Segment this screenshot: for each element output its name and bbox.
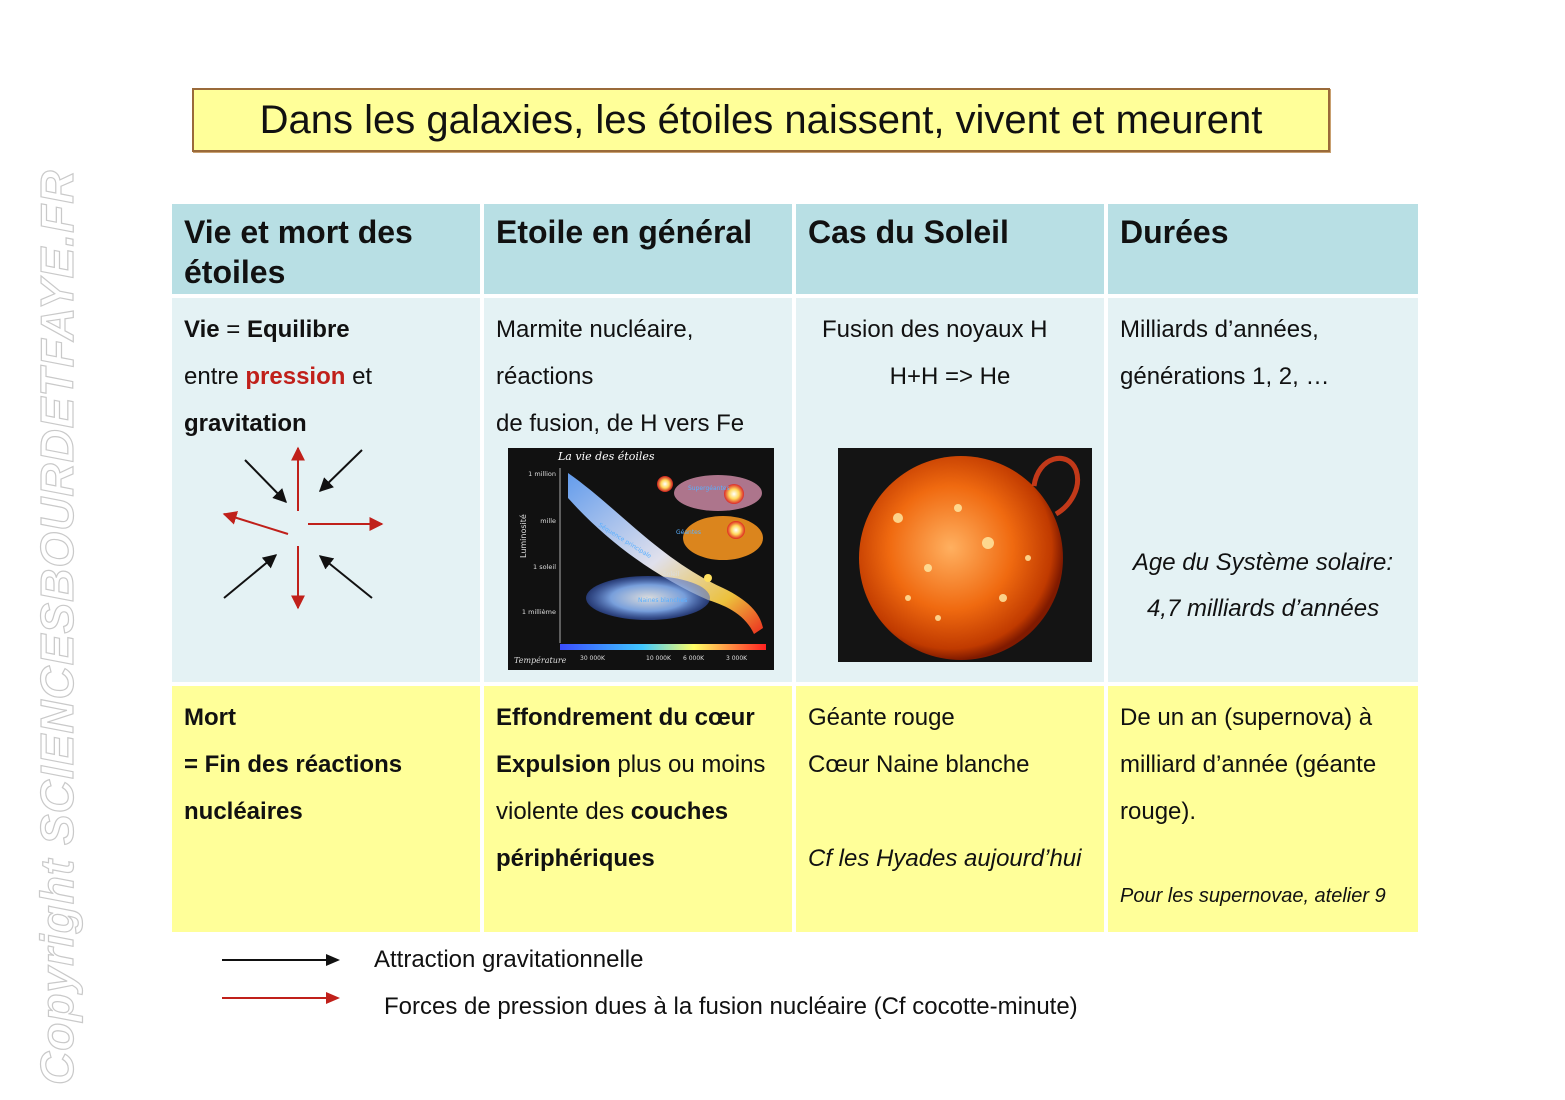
force-arrows-diagram bbox=[212, 438, 392, 618]
legend-black-arrow bbox=[222, 950, 346, 970]
hr-giants bbox=[683, 516, 763, 560]
supernova-note: Pour les supernovae, atelier 9 bbox=[1120, 885, 1386, 907]
durations-line-2: générations 1, 2, … bbox=[1120, 363, 1330, 390]
gravity-arrow-ne bbox=[320, 450, 362, 491]
hr-label-giants: Géantes bbox=[676, 529, 701, 536]
hr-ytick-2: mille bbox=[540, 517, 556, 525]
cell-sun-life bbox=[796, 298, 1104, 682]
star-life-line-1: Marmite nucléaire, réactions bbox=[496, 316, 694, 390]
stars-table bbox=[172, 204, 1414, 932]
cell-durations-life bbox=[1108, 298, 1418, 682]
page-title: Dans les galaxies, les étoiles naissent, vivent et meurent bbox=[192, 88, 1330, 152]
hr-temperature-bar bbox=[560, 644, 766, 650]
hr-label-sun: Soleil bbox=[663, 571, 680, 578]
hr-diagram-image bbox=[508, 448, 774, 670]
sun-disc bbox=[859, 456, 1063, 660]
cell-sun-death: Géante rouge Cœur Naine blanche Cf les Hyades aujourd’hui bbox=[796, 686, 1104, 932]
hr-ytick-1: 1 million bbox=[528, 470, 556, 478]
hr-star-3 bbox=[727, 521, 745, 539]
hr-sun-point bbox=[704, 574, 712, 582]
copyright-watermark: Copyright SCIENCESBOURDETFAYE.FR bbox=[31, 169, 83, 1085]
hr-xtick-4: 3 000K bbox=[726, 655, 748, 662]
pressure-arrow-left bbox=[224, 514, 288, 534]
header-life-death: Vie et mort des étoiles bbox=[172, 204, 480, 294]
cell-star-general-death: Effondrement du cœur Expulsion plus ou moins violente des couches périphériques bbox=[484, 686, 792, 932]
cell-star-general-life bbox=[484, 298, 792, 682]
gravity-arrow-nw bbox=[245, 460, 286, 502]
durations-line-1: Milliards d’années, bbox=[1120, 316, 1319, 343]
hr-ytick-4: 1 millième bbox=[521, 608, 556, 616]
life-line-1: Vie = Equilibre bbox=[184, 316, 350, 343]
star-life-line-2: de fusion, de H vers Fe bbox=[496, 410, 745, 437]
cell-life-equilibrium bbox=[172, 298, 480, 682]
hr-xtick-1: 30 000K bbox=[580, 655, 605, 662]
solar-system-age: Age du Système solaire: 4,7 milliards d’années bbox=[1132, 549, 1394, 622]
cell-durations-death: De un an (supernova) à milliard d’année (géante rouge). Pour les supernovae, atelier 9 bbox=[1108, 686, 1418, 932]
life-line-2: entre pression et gravitation bbox=[184, 363, 373, 437]
hr-diagram-svg bbox=[508, 448, 774, 670]
header-durations: Durées bbox=[1108, 204, 1418, 294]
sun-life-line-1: Fusion des noyaux H bbox=[822, 316, 1048, 343]
cell-death: Mort = Fin des réactions nucléaires bbox=[172, 686, 480, 932]
hr-title: La vie des étoiles bbox=[558, 450, 655, 463]
gravity-arrow-se bbox=[320, 556, 372, 598]
hr-label-white-dwarfs: Naines blanches bbox=[638, 597, 688, 604]
header-star-general: Etoile en général bbox=[484, 204, 792, 294]
hr-xtick-3: 6 000K bbox=[683, 655, 705, 662]
hr-xtick-2: 10 000K bbox=[646, 655, 671, 662]
sun-life-line-2: H+H => He bbox=[889, 363, 1011, 390]
hr-supergiants bbox=[674, 475, 762, 511]
hr-xlabel: Température bbox=[514, 656, 567, 665]
hr-label-main-sequence: Séquence principale bbox=[596, 521, 653, 561]
gravity-arrow-sw bbox=[224, 555, 276, 598]
hr-ylabel: Luminosité bbox=[519, 514, 528, 558]
legend-pressure-text: Forces de pression dues à la fusion nucléaire (Cf cocotte-minute) bbox=[384, 993, 1078, 1020]
hr-ytick-3: 1 soleil bbox=[533, 563, 556, 571]
legend-gravity-text: Attraction gravitationnelle bbox=[374, 946, 644, 973]
header-sun-case: Cas du Soleil bbox=[796, 204, 1104, 294]
legend-red-arrow bbox=[222, 988, 346, 1008]
hr-label-supergiants: Supergéantes bbox=[688, 485, 730, 492]
sun-svg bbox=[838, 448, 1092, 662]
hr-star-1 bbox=[657, 476, 673, 492]
pressure-arrows bbox=[224, 448, 382, 608]
sun-image bbox=[838, 448, 1092, 662]
